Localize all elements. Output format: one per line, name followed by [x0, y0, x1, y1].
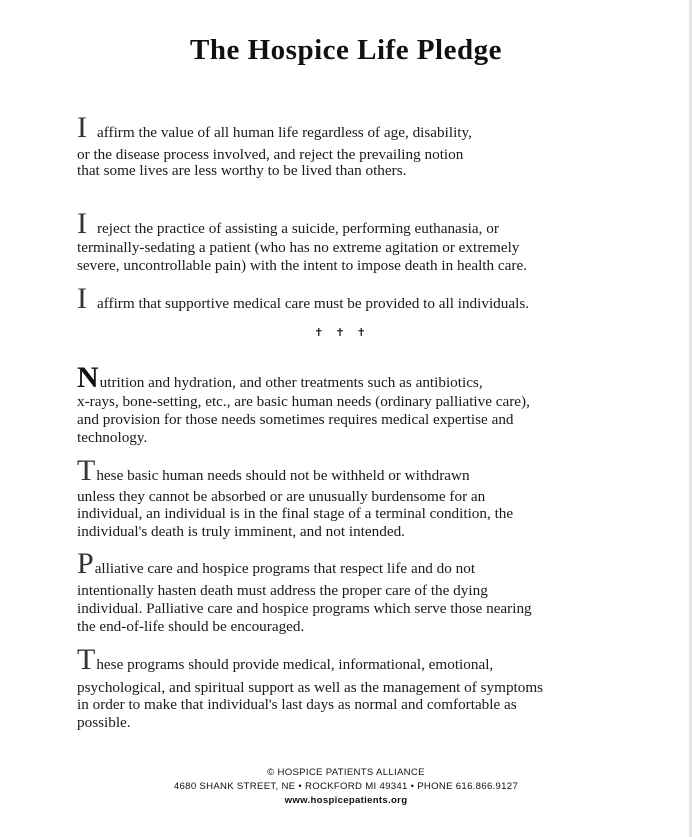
first-line-text: affirm the value of all human life regardless of age, disability, [97, 124, 472, 141]
paragraph-line: and provision for those needs sometimes requires medical expertise and [77, 411, 514, 428]
initial-capital: I [77, 282, 87, 315]
paragraph-first-line [77, 361, 483, 394]
paragraph-first-line [77, 643, 494, 676]
paragraph-line: possible. [77, 714, 131, 731]
paragraph-line: the end-of-life should be encouraged. [77, 618, 305, 635]
paragraph-line: terminally-sedating a patient (who has no extreme agitation or extremely [77, 239, 520, 256]
initial-capital: P [77, 547, 94, 580]
paragraph-line: individual's death is truly imminent, and not intended. [77, 523, 405, 540]
paragraph-line: that some lives are less worthy to be lived than others. [77, 162, 407, 179]
page-title: The Hospice Life Pledge [190, 34, 502, 66]
first-line-text: affirm that supportive medical care must be provided to all individuals. [97, 295, 530, 312]
initial-capital: T [77, 643, 96, 676]
footer-website[interactable]: www.hospicepatients.org [284, 795, 408, 806]
initial-capital: I [77, 207, 87, 240]
first-line-text: hese basic human needs should not be withheld or withdrawn [96, 467, 470, 484]
paragraph-first-line [77, 547, 476, 580]
paragraph-line: individual, an individual is in the final stage of a terminal condition, the [77, 505, 514, 522]
cross-separator: ✝✝✝ [314, 327, 378, 339]
first-line-text: reject the practice of assisting a suicide, performing euthanasia, or [97, 220, 499, 237]
paragraph-first-line [77, 111, 472, 144]
paragraph-line: severe, uncontrollable pain) with the intent to impose death in health care. [77, 257, 527, 274]
paragraph-line: or the disease process involved, and reject the prevailing notion [77, 146, 464, 163]
paragraph-line: intentionally hasten death must address the proper care of the dying [77, 582, 488, 599]
initial-capital: N [77, 361, 99, 394]
paragraph-line: individual. Palliative care and hospice programs which serve those nearing [77, 600, 532, 617]
first-line-text: alliative care and hospice programs that respect life and do not [94, 560, 476, 577]
first-line-text: utrition and hydration, and other treatments such as antibiotics, [99, 374, 483, 391]
paragraph-line: unless they cannot be absorbed or are unusually burdensome for an [77, 488, 486, 505]
paragraph-line: in order to make that individual's last days as normal and comfortable as [77, 696, 517, 713]
paragraph-line: psychological, and spiritual support as well as the management of symptoms [77, 679, 544, 696]
footer-address: 4680 SHANK STREET, NE • ROCKFORD MI 49341 • PHONE 616.866.9127 [173, 781, 519, 792]
footer-copyright: © HOSPICE PATIENTS ALLIANCE [267, 767, 425, 778]
paragraph-line: technology. [77, 429, 148, 446]
paragraph-first-line [77, 282, 530, 315]
first-line-text: hese programs should provide medical, informational, emotional, [96, 656, 494, 673]
paragraph-first-line [77, 207, 499, 240]
paragraph-first-line [77, 454, 470, 487]
initial-capital: I [77, 111, 87, 144]
paragraph-line: x-rays, bone-setting, etc., are basic human needs (ordinary palliative care), [77, 393, 530, 410]
initial-capital: T [77, 454, 96, 487]
